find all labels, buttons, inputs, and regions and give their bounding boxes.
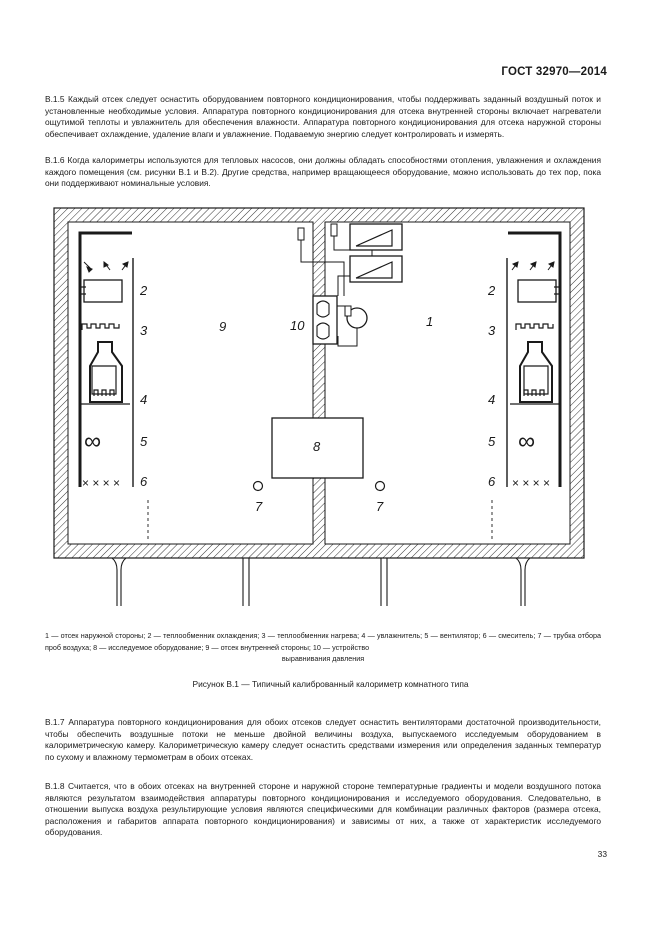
figure-caption: Рисунок В.1 — Типичный калиброванный калориметр комнатного типа <box>192 679 469 689</box>
label-5-left: 5 <box>140 434 148 449</box>
fan-symbol-left: ∞ <box>84 428 102 455</box>
legend-line-1: 1 — отсек наружной стороны; 2 — теплообменник охлаждения; 3 — теплообменник нагрева; 4 — увлажнитель; 5 — вентилятор; 6 — смеситель; 7 — трубка отбора проб воздуха; 8 — исследуемое оборудование; 9 — отсек внутренней стороны; 10 — устройство <box>45 631 601 652</box>
label-7-right: 7 <box>376 499 384 514</box>
label-4-right: 4 <box>488 392 496 407</box>
fan-symbol-right: ∞ <box>518 428 536 455</box>
label-6-right: 6 <box>488 474 496 489</box>
page-number: 33 <box>597 849 607 859</box>
standard-number: ГОСТ 32970—2014 <box>501 66 607 78</box>
label-3-right: 3 <box>488 323 496 338</box>
label-10: 10 <box>290 318 305 333</box>
label-4-left: 4 <box>140 392 148 407</box>
label-5-right: 5 <box>488 434 496 449</box>
paragraph-b1-5: В.1.5 Каждый отсек следует оснастить оборудованием повторного кондиционирования, чтобы поддерживать заданный воздушный поток и установленные необходимые условия. Аппаратура повторного кондиционирования для отсека внутренней стороны включает нагреватели ощутимой теплоты и увлажнитель для обеспечения влажности. Аппаратура повторного кондиционирования для отсека наружной стороны обеспечивает охлаждение, удаление влаги и увлажнение. Подаваемую энергию следует контролировать и измерять. <box>45 94 601 139</box>
label-1: 1 <box>426 314 434 329</box>
figure-legend <box>45 630 601 665</box>
label-2-left: 2 <box>140 283 148 298</box>
paragraph-b1-7: В.1.7 Аппаратура повторного кондиционирования для обоих отсеков следует оснастить вентиляторами достаточной производительности, чтобы обеспечить воздушные потоки не меньше двойной величины воздуха, выпускаемого исследуемым оборудованием в калориметрическую камеру. Калориметрическую камеру следует оснастить средствами измерения или определения заданных температур по сухому и влажному термометрам в обоих отсеках. <box>45 717 601 762</box>
chamber-supports <box>112 558 530 606</box>
label-3-left: 3 <box>140 323 148 338</box>
label-8: 8 <box>313 439 321 454</box>
mixer-symbol-left: × × × × <box>82 476 121 490</box>
paragraph-b1-6: В.1.6 Когда калориметры используются для тепловых насосов, они должны обладать способностями отопления, увлажнения и охлаждения каждого помещения (см. рисунки В.1 и В.2). Другие средства, например вращающееся оборудование, можно использовать до тех пор, пока они поддерживают номинальные условия. <box>45 155 601 189</box>
paragraph-b1-8: В.1.8 Считается, что в обоих отсеках на внутренней стороне и наружной стороне температурные градиенты и модели воздушного потока являются результатом взаимодействия аппаратуры повторного кондиционирования и исследуемого оборудования. Следовательно, в отношении выпуска воздуха результирующие условия являются специфическими для комбинации различных факторов (размера отсека, расположения и габаритов аппарата повторного кондиционирования) и зависимы от них, а также от характеристик исследуемого оборудования. <box>45 781 601 838</box>
mixer-symbol-right: × × × × <box>512 476 551 490</box>
label-9: 9 <box>219 319 227 334</box>
label-6-left: 6 <box>140 474 148 489</box>
label-7-left: 7 <box>255 499 263 514</box>
label-2-right: 2 <box>488 283 496 298</box>
legend-line-2: выравнивания давления <box>281 654 365 663</box>
